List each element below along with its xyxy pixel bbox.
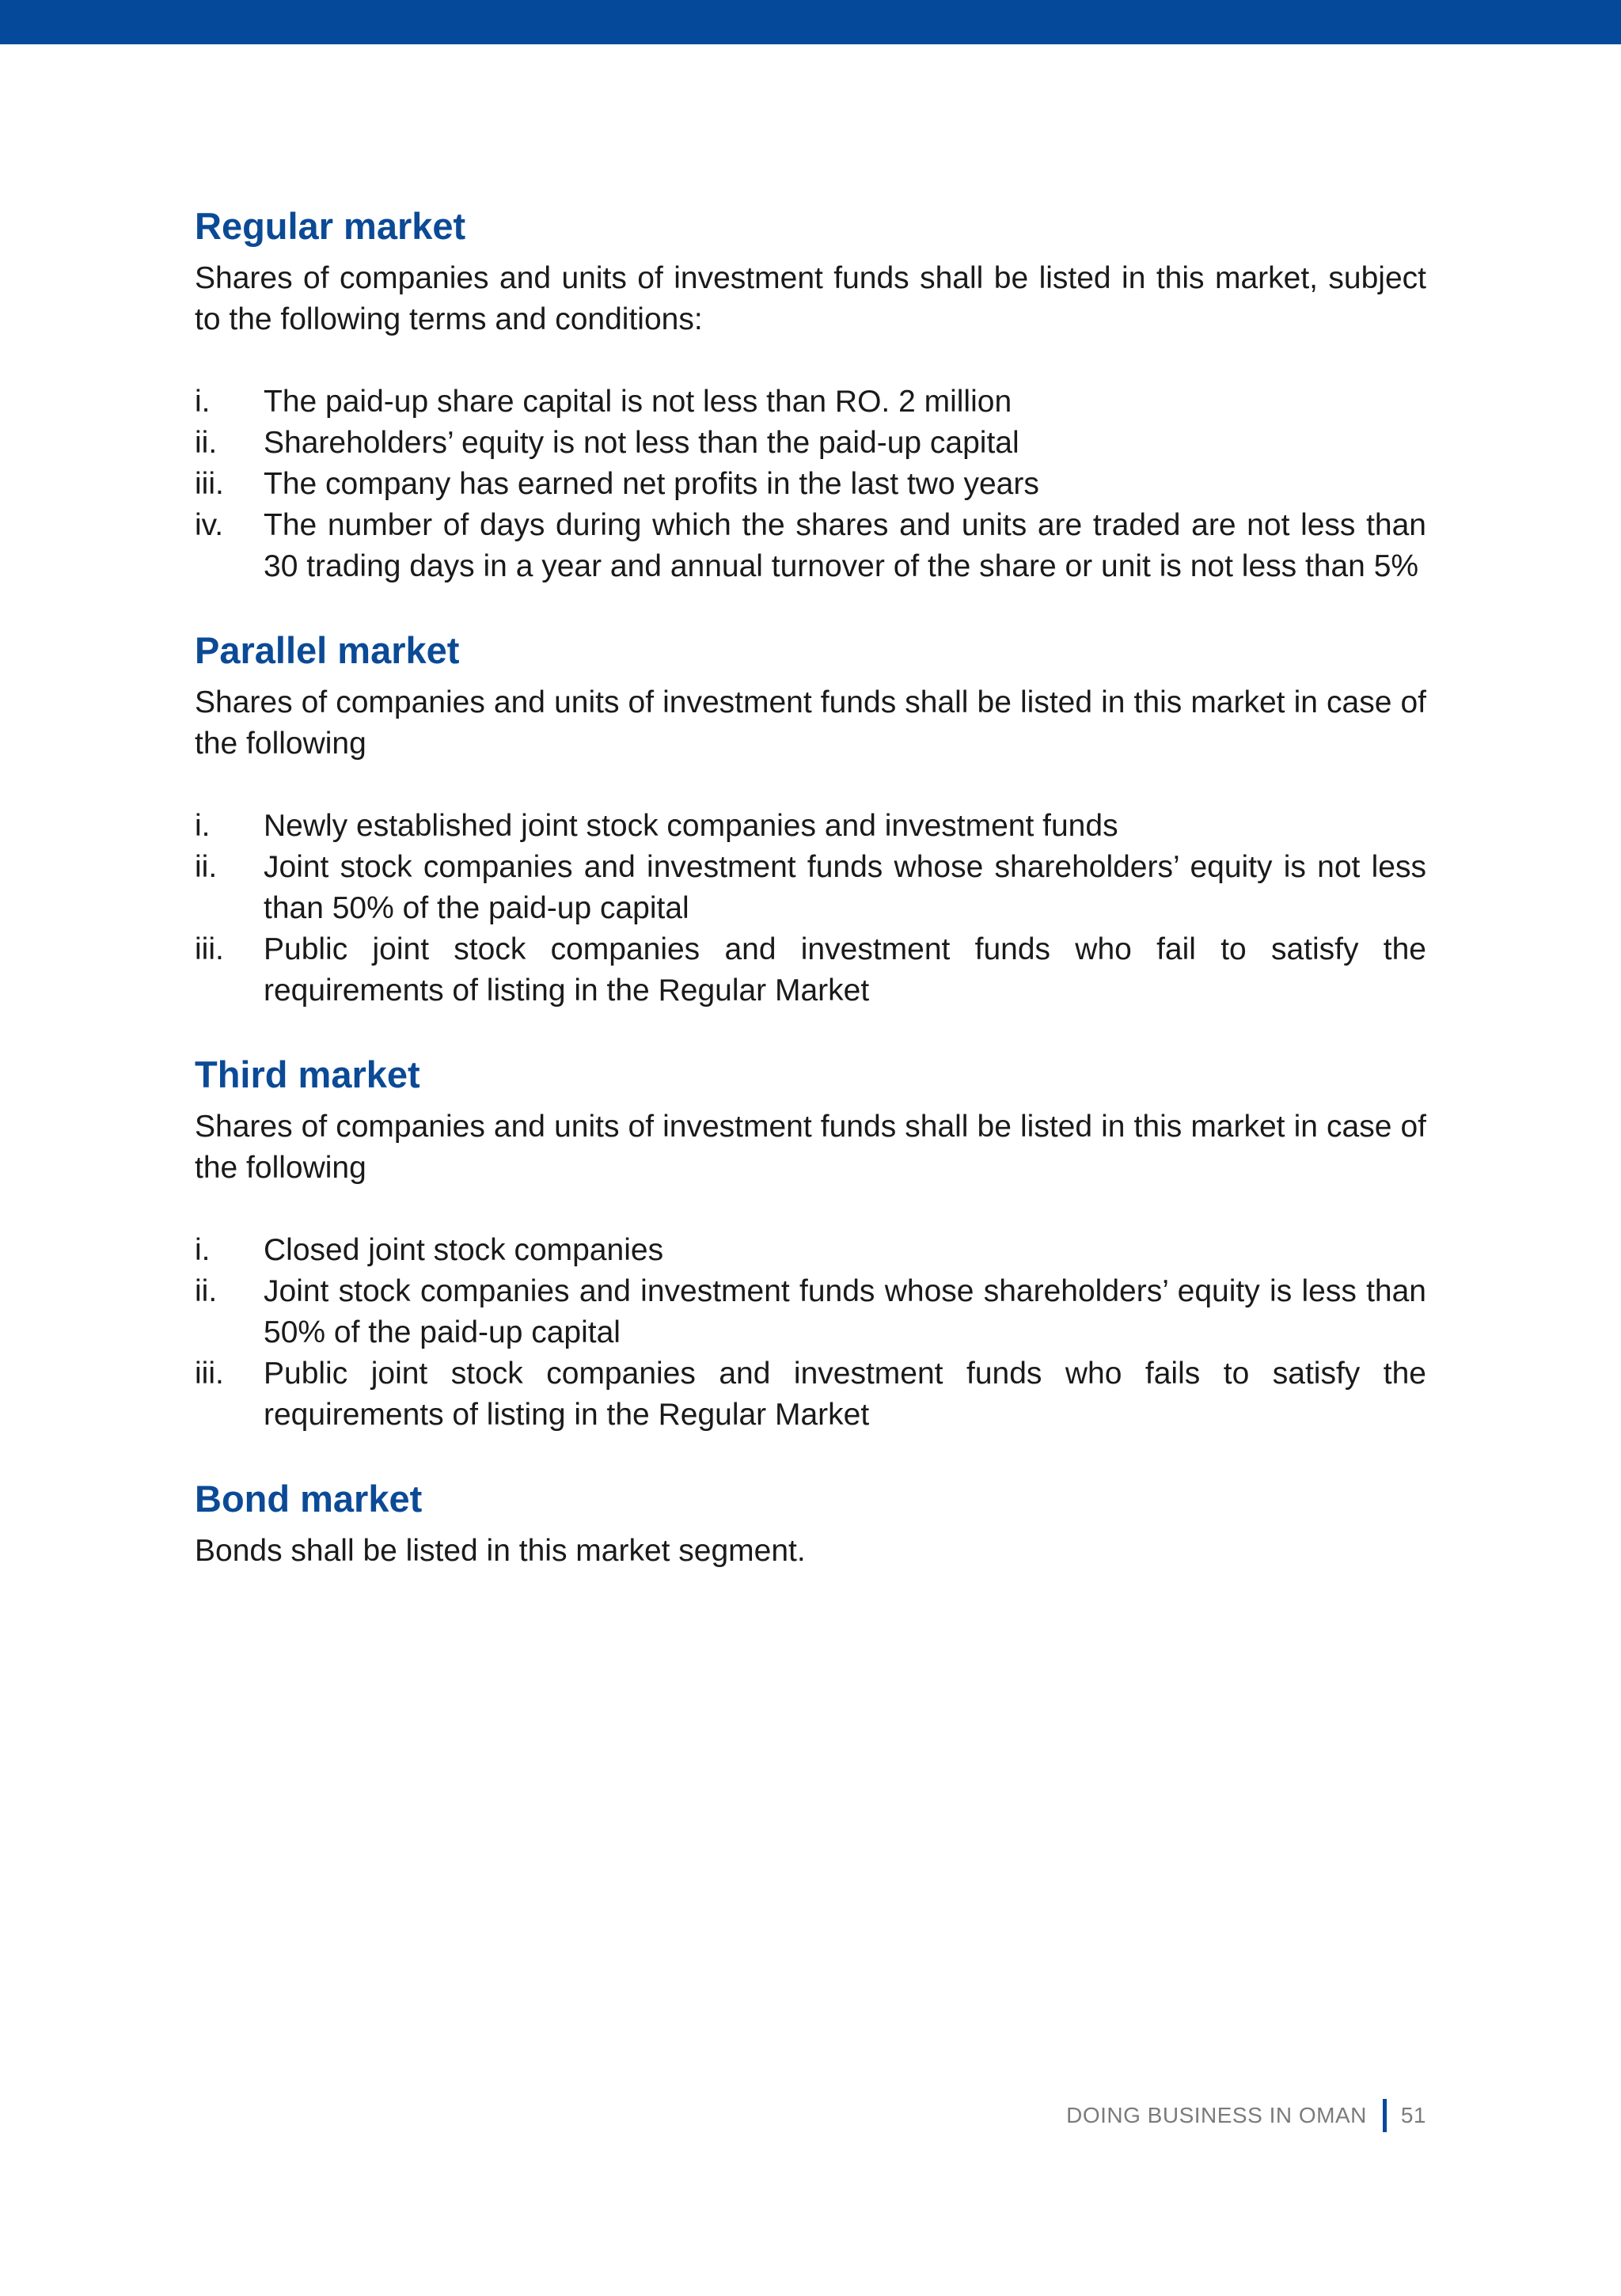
list-item	[195, 847, 1426, 929]
section-intro: Shares of companies and units of investment funds shall be listed in this market in case of the following	[195, 1110, 1426, 1185]
section-heading: Bond market	[195, 1478, 423, 1520]
section-heading: Third market	[195, 1053, 420, 1095]
list-item-number: i.	[195, 809, 211, 843]
list-item	[195, 381, 1426, 423]
list-item-number: iii.	[195, 1357, 224, 1391]
condition-list	[195, 381, 1426, 587]
list-item-number: ii.	[195, 1274, 218, 1308]
section-intro: Bonds shall be listed in this market segment.	[195, 1534, 806, 1568]
section-regular-market	[195, 198, 1426, 587]
list-item-text: Newly established joint stock companies and investment funds	[264, 809, 1118, 843]
list-item	[195, 464, 1426, 505]
section-third-market	[195, 1046, 1426, 1436]
section-intro: Shares of companies and units of investment funds shall be listed in this market, subject to the following terms and conditions:	[195, 261, 1426, 336]
list-item-text: Joint stock companies and investment funds whose shareholders’ equity is less than 50% of the paid-up capital	[264, 1274, 1426, 1349]
list-item-text: Joint stock companies and investment funds whose shareholders’ equity is not less than 50% of the paid-up capital	[264, 850, 1426, 925]
page-number: 51	[1400, 2103, 1426, 2127]
footer-title: DOING BUSINESS IN OMAN	[1066, 2103, 1367, 2127]
list-item-text: The paid-up share capital is not less than RO. 2 million	[264, 385, 1012, 419]
list-item-number: ii.	[195, 426, 218, 460]
list-item	[195, 929, 1426, 1011]
section-heading: Regular market	[195, 205, 466, 247]
list-item-text: The company has earned net profits in the last two years	[264, 467, 1039, 501]
list-item	[195, 423, 1426, 464]
condition-list	[195, 1230, 1426, 1436]
list-item-number: i.	[195, 385, 211, 419]
list-item-number: iii.	[195, 932, 224, 966]
page-footer	[1066, 2099, 1426, 2132]
list-item	[195, 1353, 1426, 1436]
list-item-text: The number of days during which the shares and units are traded are not less than 30 trading days in a year and annual turnover of the share or unit is not less than 5%	[264, 508, 1426, 583]
list-item-number: iv.	[195, 508, 224, 542]
page-content	[195, 198, 1426, 1607]
header-bar	[0, 0, 1621, 44]
section-intro: Shares of companies and units of investment funds shall be listed in this market in case of the following	[195, 685, 1426, 761]
list-item	[195, 1230, 1426, 1271]
list-item-number: ii.	[195, 850, 218, 884]
section-parallel-market	[195, 622, 1426, 1011]
section-heading: Parallel market	[195, 629, 460, 671]
footer-divider	[1383, 2099, 1387, 2132]
list-item-text: Public joint stock companies and investment funds who fails to satisfy the requirements of listing in the Regular Market	[264, 1357, 1426, 1432]
condition-list	[195, 806, 1426, 1011]
list-item-text: Shareholders’ equity is not less than the paid-up capital	[264, 426, 1019, 460]
section-bond-market	[195, 1471, 1426, 1572]
list-item	[195, 505, 1426, 587]
list-item	[195, 806, 1426, 847]
list-item-text: Public joint stock companies and investment funds who fail to satisfy the requirements of listing in the Regular Market	[264, 932, 1426, 1008]
list-item	[195, 1271, 1426, 1353]
list-item-number: iii.	[195, 467, 224, 501]
list-item-number: i.	[195, 1233, 211, 1267]
list-item-text: Closed joint stock companies	[264, 1233, 664, 1267]
